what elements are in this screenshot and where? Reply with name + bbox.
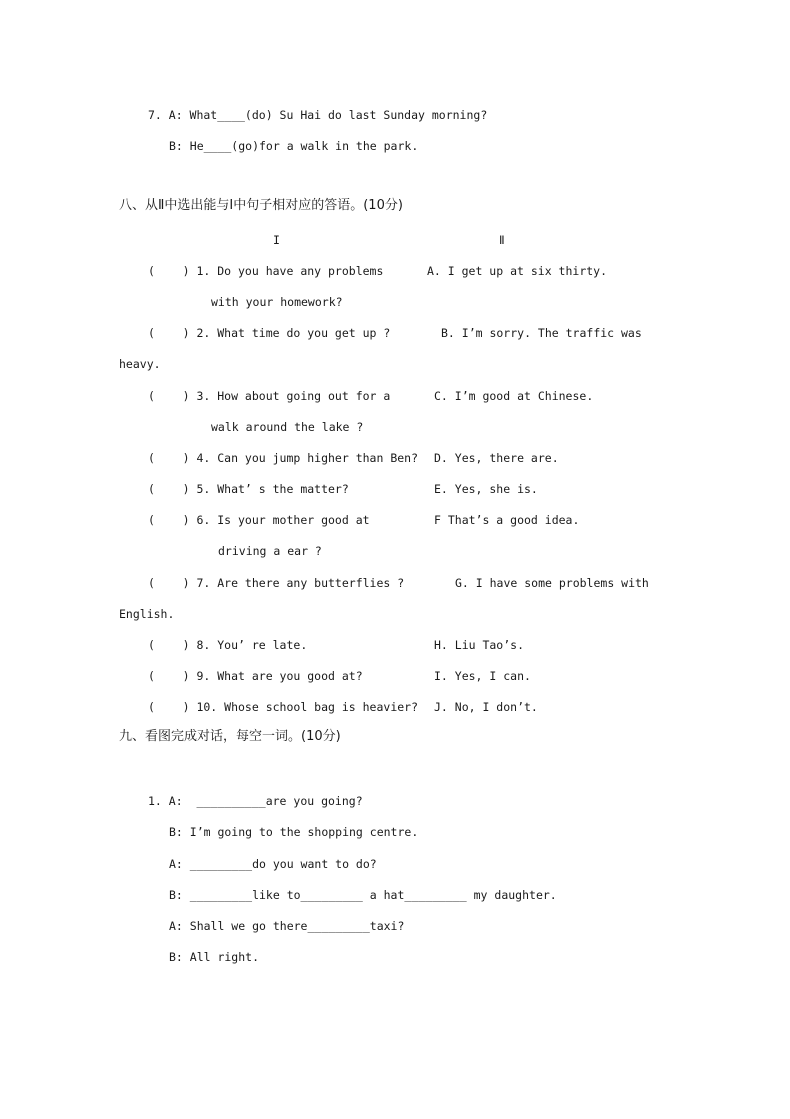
answer-G: G. I have some problems with — [455, 576, 649, 590]
section-8-title: 八、从Ⅱ中选出能与I中句子相对应的答语。(10分) — [119, 198, 403, 213]
match-item-3: ( ) 3. How about going out for a — [148, 389, 391, 403]
match-item-2: ( ) 2. What time do you get up ? — [148, 326, 391, 340]
answer-D: D. Yes, there are. — [434, 451, 559, 465]
match-item-1-cont: with your homework? — [211, 295, 343, 309]
answer-I: I. Yes, I can. — [434, 669, 531, 683]
dialogue-line-3: A: _________do you want to do? — [169, 857, 377, 871]
dialogue-line-5: A: Shall we go there_________taxi? — [169, 919, 405, 933]
answer-H: H. Liu Tao’s. — [434, 638, 525, 652]
answer-F: F That’s a good idea. — [434, 513, 580, 527]
match-item-6-cont: driving a ear ? — [218, 544, 322, 558]
dialogue-line-2: B: I’m going to the shopping centre. — [169, 825, 419, 839]
match-item-3-cont: walk around the lake ? — [211, 420, 364, 434]
match-item-10: ( ) 10. Whose school bag is heavier? — [148, 700, 419, 714]
answer-E: E. Yes, she is. — [434, 482, 538, 496]
answer-G-cont: English. — [119, 607, 175, 621]
answer-J: J. No, I don’t. — [434, 700, 538, 714]
match-item-9: ( ) 9. What are you good at? — [148, 669, 363, 683]
dialogue-line-6: B: All right. — [169, 950, 260, 964]
match-item-8: ( ) 8. You’ re late. — [148, 638, 308, 652]
match-item-6: ( ) 6. Is your mother good at — [148, 513, 370, 527]
answer-A: A. I get up at six thirty. — [427, 264, 608, 278]
match-item-7: ( ) 7. Are there any butterflies ? — [148, 576, 405, 590]
match-item-5: ( ) 5. What’ s the matter? — [148, 482, 349, 496]
column-II-header: Ⅱ — [499, 233, 505, 247]
match-item-1: ( ) 1. Do you have any problems — [148, 264, 384, 278]
dialogue-line-4: B: _________like to_________ a hat_________ my daughter. — [169, 888, 557, 902]
question-7b: B: He____(go)for a walk in the park. — [169, 139, 419, 153]
section-9-title: 九、看图完成对话，每空一词。(10分) — [119, 729, 341, 744]
dialogue-line-1: 1. A: __________are you going? — [148, 794, 363, 808]
match-item-4: ( ) 4. Can you jump higher than Ben? — [148, 451, 419, 465]
question-7a: 7. A: What____(do) Su Hai do last Sunday morning? — [148, 108, 488, 122]
column-I-header: I — [273, 233, 280, 247]
answer-C: C. I’m good at Chinese. — [434, 389, 594, 403]
answer-B: B. I’m sorry. The traffic was — [441, 326, 642, 340]
answer-B-cont: heavy. — [119, 357, 161, 371]
